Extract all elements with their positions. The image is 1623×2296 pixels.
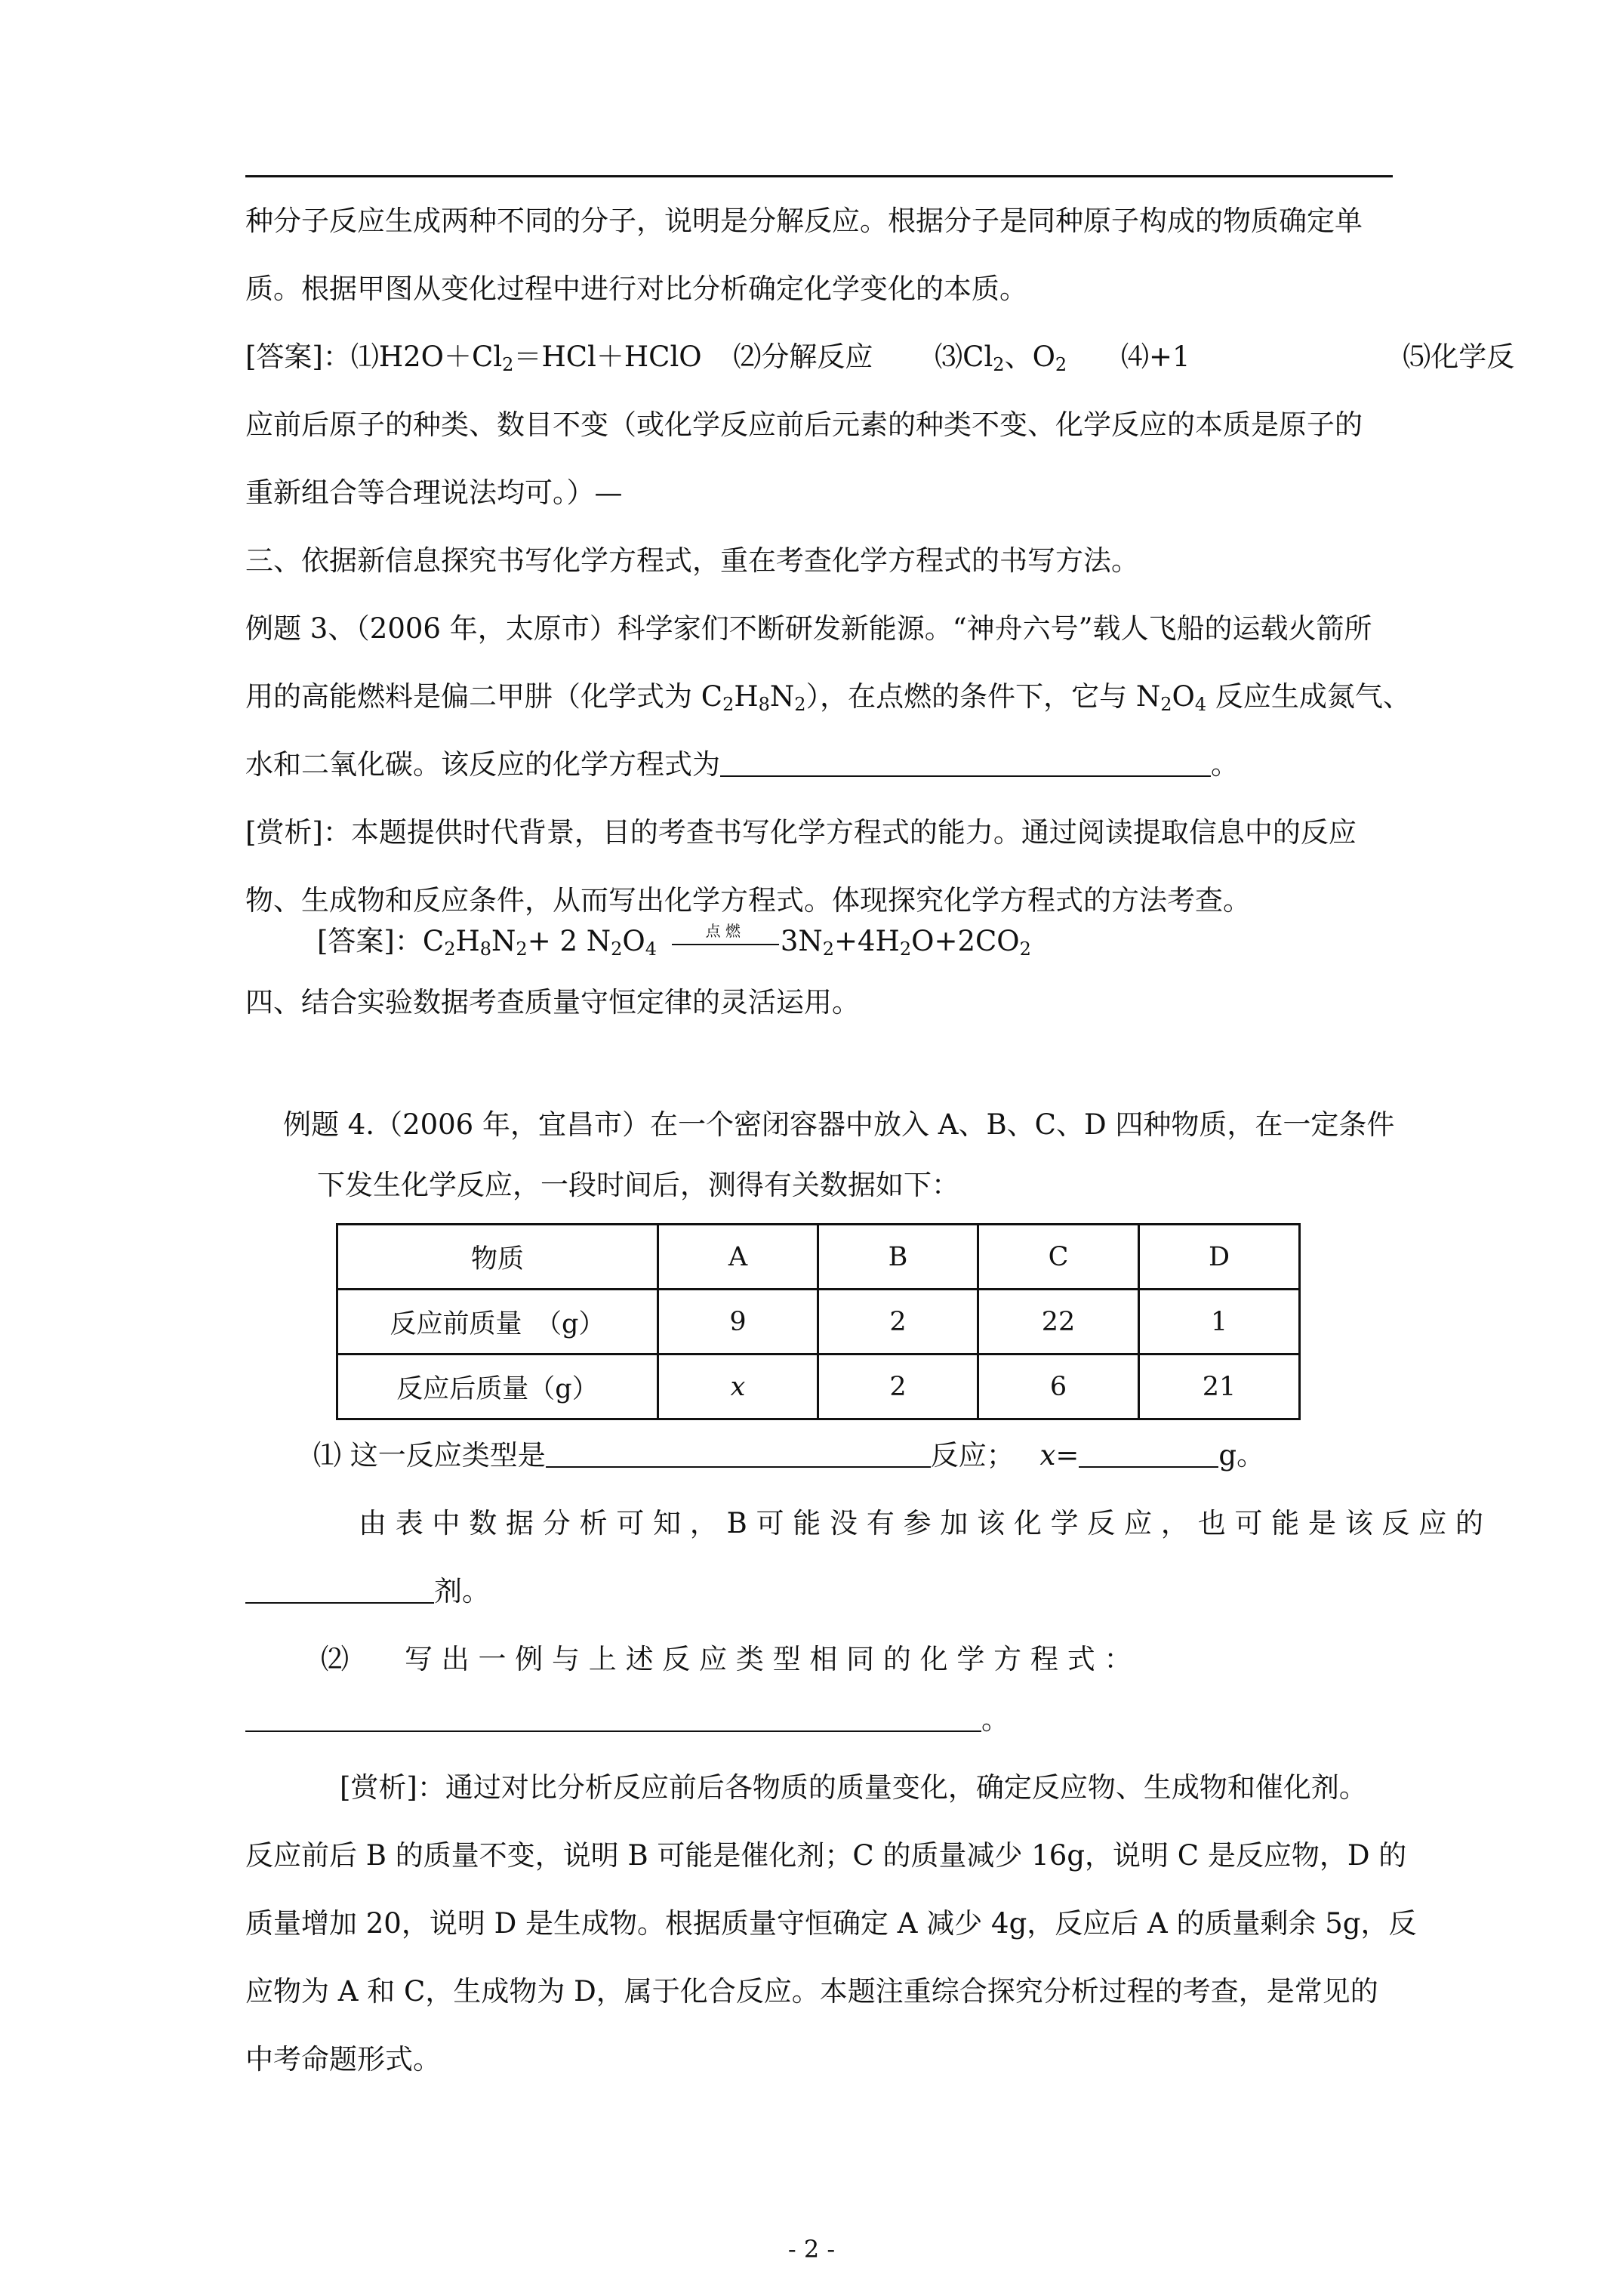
reaction-type-blank[interactable] — [546, 1441, 931, 1468]
mass-data-table — [336, 1223, 1301, 1420]
paragraph-line: 重新组合等合理说法均可。）— — [245, 476, 623, 509]
paragraph-line: 应前后原子的种类、数目不变（或化学反应前后元素的种类不变、化学反应的本质是原子的 — [245, 408, 1363, 441]
question-1-line: ⑴ 这一反应类型是 反应； x= g。 — [313, 1439, 1265, 1472]
answer-line-1: [答案]：$⑴H2O+Cl_2=HCl+HClO$ ⑵分解反应 $⑶Cl_2$、$O_2$ ⑷+1 ⑸化学反 — [245, 341, 1515, 375]
table-row — [337, 1354, 1300, 1419]
table-header-cell: D — [1139, 1225, 1300, 1290]
example-4-line: 例题 4.（2006 年，宜昌市）在一个密闭容器中放入 A、B、C、D 四种物质，在一定条件 — [283, 1108, 1395, 1141]
analysis-line: 反应前后 B 的质量不变，说明 B 可能是催化剂；C 的质量减少 16g，说明 C 是反应物，D 的 — [245, 1839, 1407, 1872]
example-3-line: 例题 3、（2006 年，太原市）科学家们不断研发新能源。“神舟六号”载人飞船的运载火箭所 — [245, 612, 1372, 645]
page-number: - 2 - — [787, 2235, 836, 2264]
header-rule — [245, 175, 1393, 177]
question-2-line: 。 — [245, 1701, 1009, 1739]
example-4-line: 下发生化学反应，一段时间后，测得有关数据如下： — [317, 1169, 959, 1201]
table-cell: 反应前质量 （g） — [337, 1290, 658, 1354]
question-1-line: 剂。 — [245, 1573, 490, 1610]
table-header-cell: B — [818, 1225, 978, 1290]
question-2-line: ⑵ 写 出 一 例 与 上 述 反 应 类 型 相 同 的 化 学 方 程 式 ： — [321, 1643, 1132, 1675]
table-cell: x — [658, 1354, 818, 1419]
table-header-cell: 物质 — [337, 1225, 658, 1290]
answer-label: [答案]： — [245, 341, 351, 373]
paragraph-line: 质。根据甲图从变化过程中进行对比分析确定化学变化的本质。 — [245, 273, 1027, 305]
example-3-line: 水和二氧化碳。该反应的化学方程式为 。 — [245, 748, 1239, 781]
table-cell: 2 — [818, 1354, 978, 1419]
analysis-line: [赏析]：本题提供时代背景，目的考查书写化学方程式的能力。通过阅读提取信息中的反应 — [245, 816, 1357, 849]
table-cell: 1 — [1139, 1290, 1300, 1354]
table-cell: 21 — [1139, 1354, 1300, 1419]
section-heading-3: 三、依据新信息探究书写化学方程式，重在考查化学方程式的书写方法。 — [245, 544, 1139, 577]
reaction-arrow — [667, 922, 779, 955]
example-3-line: 用的高能燃料是偏二甲肼（化学式为 $C_2H_8N_2$），在点燃的条件下，它与 $N_2O_4$ 反应生成氮气、 — [245, 680, 1411, 715]
table-cell: 6 — [978, 1354, 1139, 1419]
analysis-line: 应物为 A 和 C，生成物为 D，属于化合反应。本题注重综合探究分析过程的考查，是常见的 — [245, 1975, 1378, 2008]
equation-answer-blank[interactable] — [720, 750, 1211, 777]
table-cell: 反应后质量（g） — [337, 1354, 658, 1419]
analysis-line: 物、生成物和反应条件，从而写出化学方程式。体现探究化学方程式的方法考查。 — [245, 884, 1251, 917]
analysis-line: 中考命题形式。 — [245, 2043, 441, 2076]
table-cell: 2 — [818, 1290, 978, 1354]
table-header-row — [337, 1225, 1300, 1290]
reaction-condition: 点 燃 — [705, 922, 741, 940]
section-heading-4: 四、结合实验数据考查质量守恒定律的灵活运用。 — [245, 986, 860, 1019]
answer-label: [答案]： — [317, 925, 423, 957]
analysis-line: 质量增加 20，说明 D 是生成物。根据质量守恒确定 A 减少 4g，反应后 A 的质量剩余 5g，反 — [245, 1907, 1417, 1940]
table-cell: 22 — [978, 1290, 1139, 1354]
table-cell: 9 — [658, 1290, 818, 1354]
table-row — [337, 1290, 1300, 1354]
table-header-cell: A — [658, 1225, 818, 1290]
example-equation-blank[interactable] — [245, 1705, 981, 1732]
paragraph-line: 种分子反应生成两种不同的分子，说明是分解反应。根据分子是同种原子构成的物质确定单 — [245, 205, 1363, 237]
analysis-line: [赏析]：通过对比分析反应前后各物质的质量变化，确定反应物、生成物和催化剂。 — [340, 1771, 1367, 1804]
agent-type-blank[interactable] — [245, 1576, 434, 1604]
x-value-blank[interactable] — [1079, 1441, 1218, 1468]
answer-equation: [答案]：$C_2H_8N_2+ 2$ $N_2O_4$ 点 燃 $3N_2+4H_2O+2CO_2$ — [317, 922, 1031, 960]
table-header-cell: C — [978, 1225, 1139, 1290]
question-1-line: 由 表 中 数 据 分 析 可 知 ， B 可 能 没 有 参 加 该 化 学 反 应 ， 也 可 能 是 该 反 应 的 — [359, 1507, 1484, 1539]
